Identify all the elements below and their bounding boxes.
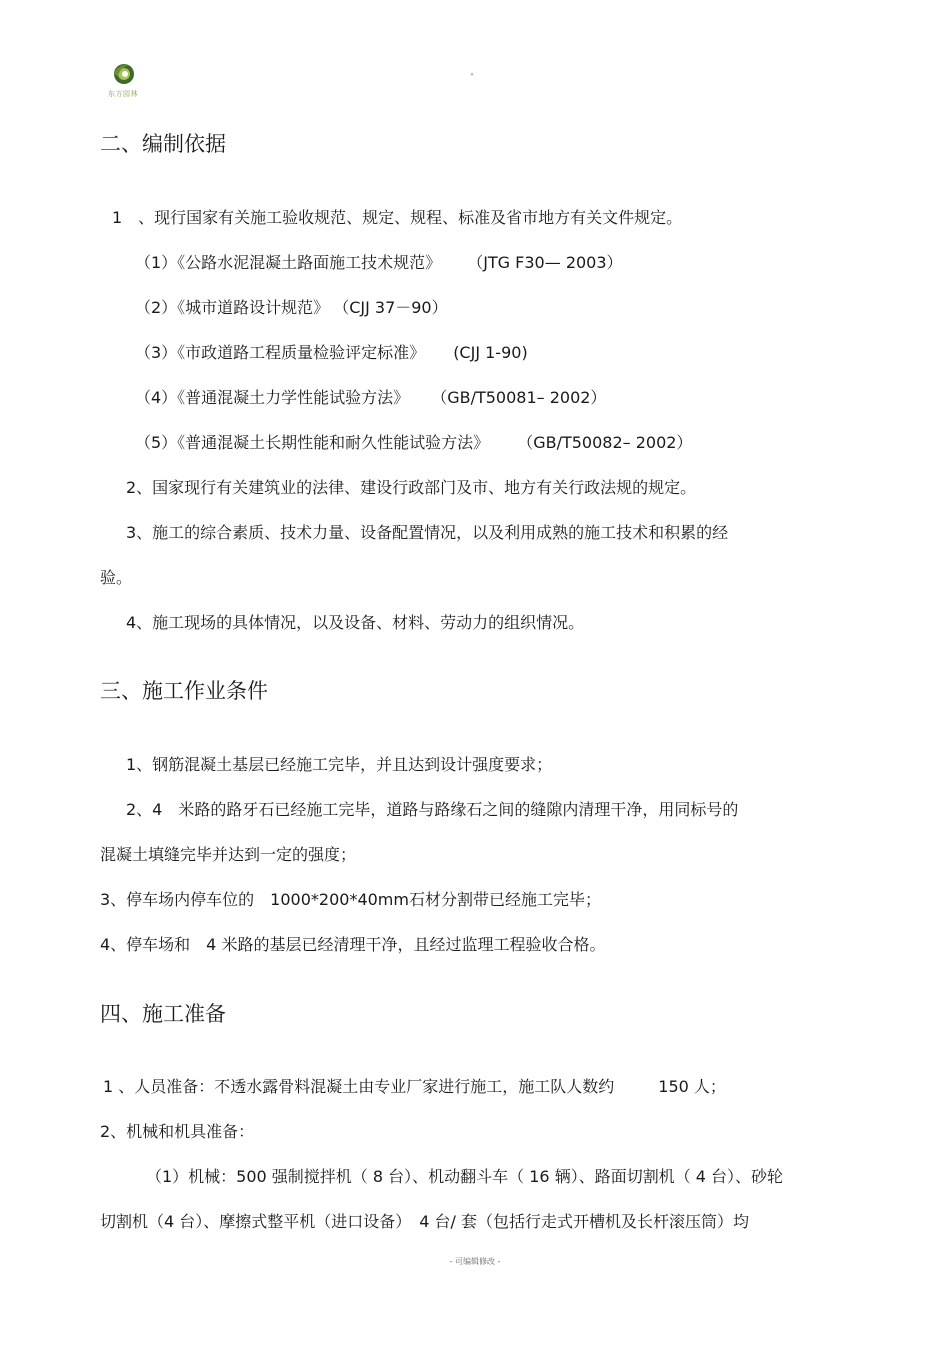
basis-item-1: 1 、现行国家有关施工验收规范、规定、规程、标准及省市地方有关文件规定。 [112, 208, 683, 227]
condition-item-4: 4、停车场和 4 米路的基层已经清理干净，且经过监理工程验收合格。 [100, 935, 606, 954]
condition-item-2-cont: 混凝土填缝完毕并达到一定的强度； [100, 845, 357, 864]
company-logo [100, 62, 146, 102]
reference-code: （GB/T50081– 2002） [431, 388, 607, 407]
reference-item [135, 295, 448, 318]
logo-leaf-icon [112, 62, 136, 86]
preparation-item-2: 2、机械和机具准备： [100, 1122, 255, 1141]
logo-text: 东方园林 [108, 90, 138, 98]
staff-count: 150 人； [658, 1077, 726, 1096]
reference-name: （3）《市政道路工程质量检验评定标准》 [135, 343, 426, 362]
header-mark: ° [470, 72, 474, 81]
page-footer: - 可编辑修改 - [449, 1257, 501, 1266]
machines-line-2: 切割机（4 台）、摩擦式整平机（进口设备） 4 台/ 套（包括行走式开槽机及长杆滚压筒）均 [100, 1212, 750, 1231]
condition-item-2: 2、4 米路的路牙石已经施工完毕，道路与路缘石之间的缝隙内清理干净，用同标号的 [126, 800, 739, 819]
reference-name: （1）《公路水泥混凝土路面施工技术规范》 [135, 253, 442, 272]
basis-item-4: 4、施工现场的具体情况，以及设备、材料、劳动力的组织情况。 [126, 613, 585, 632]
reference-code: （JTG F30— 2003） [467, 253, 623, 272]
section-title-preparation: 四、施工准备 [100, 1002, 226, 1026]
condition-item-1: 1、钢筋混凝土基层已经施工完毕，并且达到设计强度要求； [126, 755, 553, 774]
basis-item-2: 2、国家现行有关建筑业的法律、建设行政部门及市、地方有关行政法规的规定。 [126, 478, 697, 497]
reference-name: （5）《普通混凝土长期性能和耐久性能试验方法》 [135, 433, 490, 452]
preparation-item-1 [103, 1074, 726, 1097]
basis-item-3-cont: 验。 [100, 568, 133, 587]
reference-code: (CJJ 1-90) [453, 343, 528, 362]
reference-item [135, 385, 606, 408]
reference-name: （2）《城市道路设计规范》 [135, 298, 330, 317]
reference-code: （CJJ 37－90） [333, 298, 448, 317]
staff-preparation-text: 1 、人员准备：不透水露骨料混凝土由专业厂家进行施工，施工队人数约 [103, 1077, 615, 1096]
section-title-conditions: 三、施工作业条件 [100, 679, 268, 703]
reference-item [135, 250, 623, 273]
reference-name: （4）《普通混凝土力学性能试验方法》 [135, 388, 410, 407]
reference-item [135, 430, 692, 453]
reference-item [135, 340, 528, 363]
reference-code: （GB/T50082– 2002） [517, 433, 693, 452]
machines-line-1: （1）机械：500 强制搅拌机（ 8 台）、机动翻斗车（ 16 辆）、路面切割机（ 4 台）、砂轮 [146, 1167, 784, 1186]
basis-item-3: 3、施工的综合素质、技术力量、设备配置情况，以及利用成熟的施工技术和积累的经 [126, 523, 729, 542]
condition-item-3: 3、停车场内停车位的 1000*200*40mm石材分割带已经施工完毕； [100, 890, 601, 909]
section-title-basis: 二、编制依据 [100, 132, 226, 156]
